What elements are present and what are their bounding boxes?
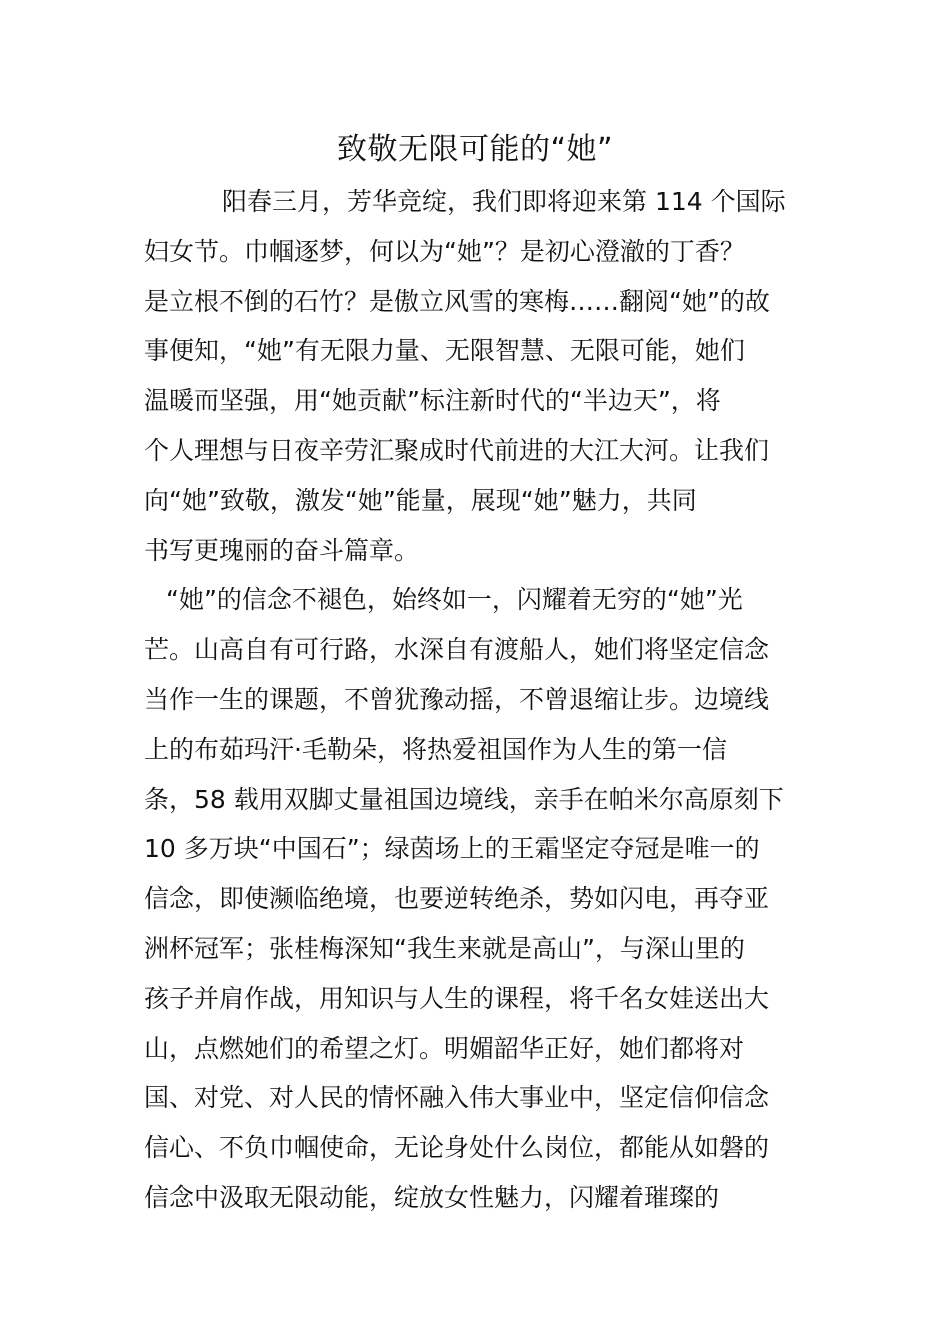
paragraph-line: 书写更瑰丽的奋斗篇章。 [144,535,420,565]
paragraph-line: 国、对党、对人民的情怀融入伟大事业中，坚定信仰信念 [144,1083,770,1113]
document-title: 致敬无限可能的“她” [336,132,614,167]
paragraph-line: 事便知，“她”有无限力量、无限智慧、无限可能，她们 [144,336,745,366]
paragraph-line: 10 多万块“中国石”；绿茵场上的王霜坚定夺冠是唯一的 [144,834,760,864]
paragraph-line: 信心、不负巾帼使命，无论身处什么岗位，都能从如磐的 [144,1133,770,1163]
paragraph-line: 阳春三月，芳华竞绽，我们即将迎来第 114 个国际 [222,187,786,216]
paragraph-line: 孩子并肩作战，用知识与人生的课程，将千名女娃送出大 [144,983,770,1013]
paragraph-line: 条，58 载用双脚丈量祖国边境线，亲手在帕米尔高原刻下 [144,784,784,814]
paragraph-line: 是立根不倒的石竹？是傲立风雪的寒梅……翻阅“她”的故 [144,286,770,316]
paragraph-line: 温暖而坚强，用“她贡献”标注新时代的“半边天”，将 [144,386,721,416]
paragraph-line: 洲杯冠军；张桂梅深知“我生来就是高山”，与深山里的 [144,933,745,963]
paragraph-line: 上的布茹玛汗·毛勒朵，将热爱祖国作为人生的第一信 [144,734,727,764]
paragraph-line: 妇女节。巾帼逐梦，何以为“她”？是初心澄澈的丁香？ [144,236,745,266]
paragraph-line: 信念中汲取无限动能，绽放女性魅力，闪耀着璀璨的 [144,1182,720,1212]
paragraph-line: 山，点燃她们的希望之灯。明媚韶华正好，她们都将对 [144,1033,745,1063]
paragraph-line: “她”的信念不褪色，始终如一，闪耀着无穷的“她”光 [166,585,743,615]
paragraph-line: 芒。山高自有可行路，水深自有渡船人，她们将坚定信念 [144,635,770,665]
paragraph-line: 当作一生的课题，不曾犹豫动摇，不曾退缩让步。边境线 [144,684,770,714]
paragraph-line: 信念，即使濒临绝境，也要逆转绝杀，势如闪电，再夺亚 [144,884,770,914]
paragraph-line: 个人理想与日夜辛劳汇聚成时代前进的大江大河。让我们 [144,435,770,465]
paragraph-line: 向“她”致敬，激发“她”能量，展现“她”魅力，共同 [144,485,697,515]
document-body [144,177,806,1223]
